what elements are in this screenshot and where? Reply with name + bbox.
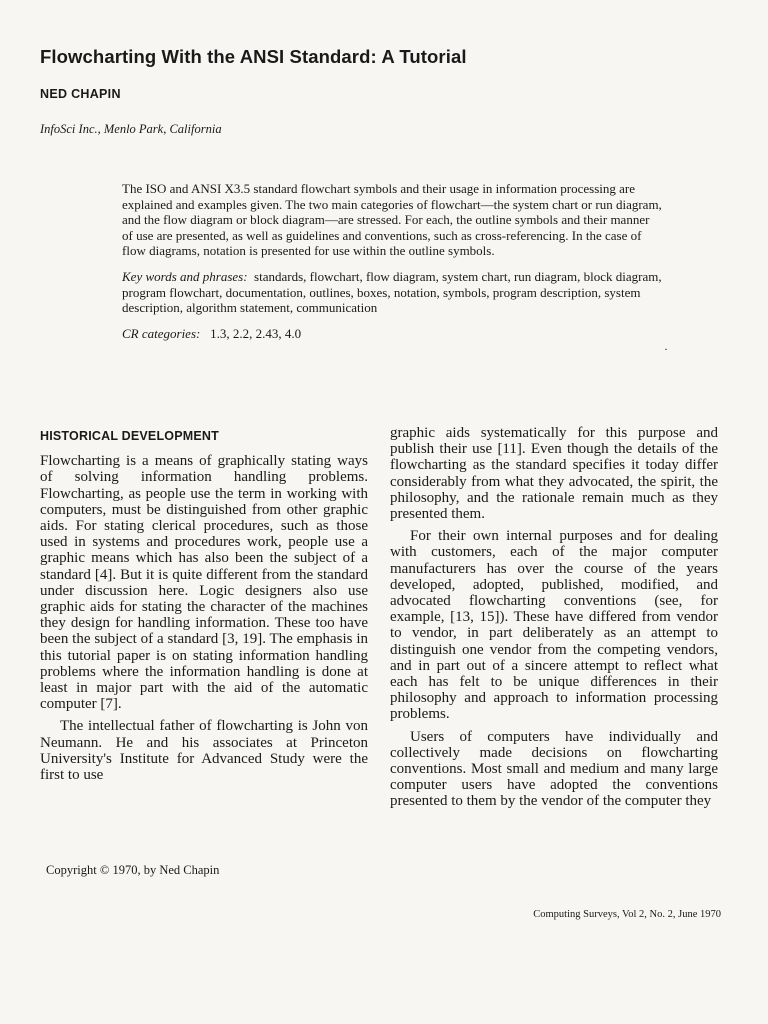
abstract-text: The ISO and ANSI X3.5 standard flowchart symbols and their usage in information processing are explained and examples given. The two main categories of flowchart—the system chart or run diagram, and the flow diagram or block diagram—are stressed. For each, the outline symbols and their manner of use are presented, as well as guidelines and conventions, such as cross-referencing. In the case of flow diagrams, notation is presented for use within the outline symbols. <box>122 181 662 259</box>
author-name: NED CHAPIN <box>40 87 121 101</box>
abstract <box>122 181 662 341</box>
keywords-list: standards, flowchart, flow diagram, system chart, run diagram, block diagram, program flowchart, documentation, outlines, boxes, notation, symbols, program description, system description, algorithm statement, communication <box>122 268 662 316</box>
author-affiliation: InfoSci Inc., Menlo Park, California <box>40 122 222 136</box>
right-column <box>390 425 718 810</box>
journal-footer: Computing Surveys, Vol 2, No. 2, June 1970 <box>533 909 721 920</box>
right-paragraph-1: graphic aids systematically for this purpose and publish their use [11]. Even though the details of the flowcharting as the standard specifies it today differ considerably from what they advocated, the spirit, the philosophy, and the rationale remain much as they presented them. <box>390 425 718 523</box>
cr-categories <box>122 326 662 342</box>
keywords <box>122 269 662 316</box>
copyright-notice: Copyright © 1970, by Ned Chapin <box>46 863 220 877</box>
cr-categories-label: CR categories: <box>122 325 201 341</box>
keywords-label: Key words and phrases: <box>122 268 248 284</box>
cr-categories-values: 1.3, 2.2, 2.43, 4.0 <box>210 325 302 341</box>
stray-mark: · <box>664 342 668 356</box>
right-paragraph-3: Users of computers have individually and collectively made decisions on flowcharting conventions. Most small and medium and many large computer users have adopted the conventions presented to them by the vendor of the computer they <box>390 728 718 810</box>
left-column <box>40 428 368 783</box>
section-heading: HISTORICAL DEVELOPMENT <box>40 429 219 443</box>
left-paragraph-2: The intellectual father of flowcharting is John von Neumann. He and his associates at Princeton University's Institute for Advanced Study were the first to use <box>40 718 368 784</box>
left-paragraph-1: Flowcharting is a means of graphically stating ways of solving information handling problems. Flowcharting, as people use the term in working with computers, must be distinguished from other graphic aids. For stating clerical procedures, such as those used in systems and procedures work, people use a graphic means which has also been the subject of a standard [4]. But it is quite different from the standard under discussion here. Logic designers also use graphic aids for stating the character of the machines they design for handling information. These too have been the subject of a standard [3, 19]. The emphasis in this tutorial paper is on stating information handling problems where the information handling is done at least in major part with the aid of the automatic computer [7]. <box>40 453 368 713</box>
paper-title: Flowcharting With the ANSI Standard: A Tutorial <box>40 46 467 67</box>
right-paragraph-2: For their own internal purposes and for dealing with customers, each of the major computer manufacturers has over the course of the years developed, adopted, published, modified, and advocated flowcharting conventions (see, for example, [13, 15]). These have differed from vendor to vendor, in part deliberately as an attempt to distinguish one vendor from the competing vendors, and in part out of a sincere attempt to reflect what each has felt to be unique differences in their philosophy and approach to information processing problems. <box>390 528 718 723</box>
